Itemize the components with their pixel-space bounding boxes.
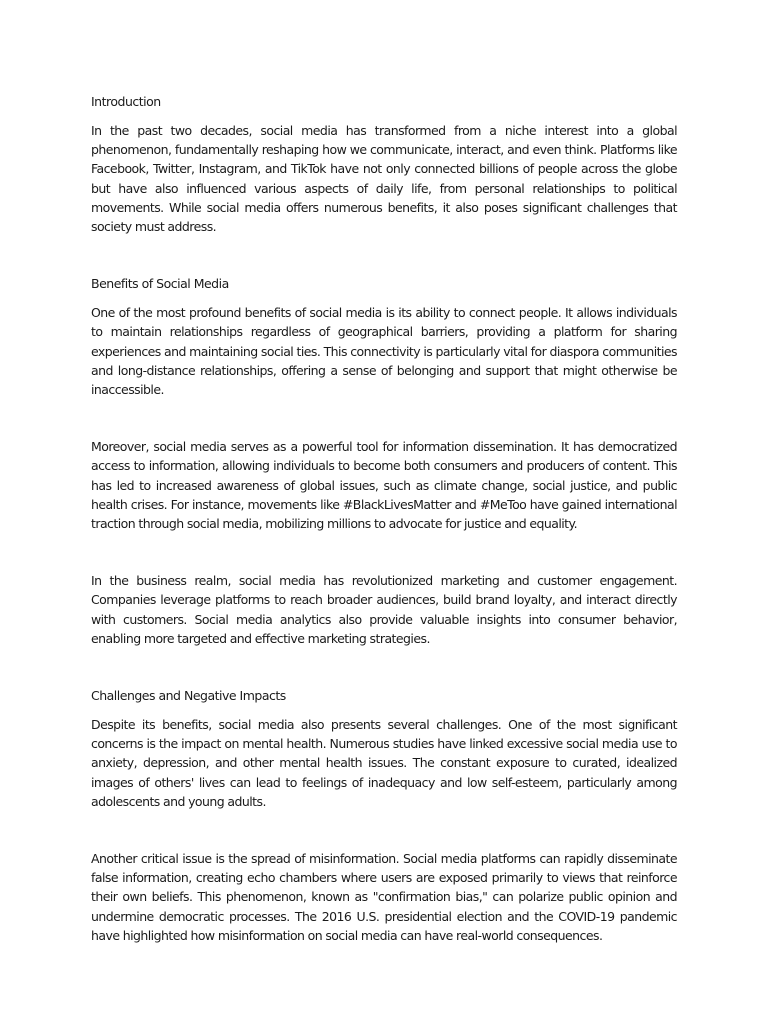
document-page <box>91 92 677 945</box>
paragraph: Despite its benefits, social media also presents several challenges. One of the most significant concerns is the impact on mental health. Numerous studies have linked excessive social media use to anxiety, depression, and other mental health issues. The constant exposure to curated, idealized images of others' lives can lead to feelings of inadequacy and low self-esteem, particularly among adolescents and young adults. <box>91 717 677 809</box>
paragraph: Another critical issue is the spread of misinformation. Social media platforms can rapidly disseminate false information, creating echo chambers where users are exposed primarily to views that reinforce their own beliefs. This phenomenon, known as "confirmation bias," can polarize public opinion and undermine democratic processes. The 2016 U.S. presidential election and the COVID-19 pandemic have highlighted how misinformation on social media can have real-world consequences. <box>91 851 677 943</box>
section-heading-benefits: Benefits of Social Media <box>91 276 229 292</box>
paragraph: Moreover, social media serves as a powerful tool for information dissemination. It has democratized access to information, allowing individuals to become both consumers and producers of content. This has led to increased awareness of global issues, such as climate change, social justice, and public health crises. For instance, movements like #BlackLivesMatter and #MeToo have gained international traction through social media, mobilizing millions to advocate for justice and equality. <box>91 439 677 532</box>
paragraph: One of the most profound benefits of social media is its ability to connect people. It allows individuals to maintain relationships regardless of geographical barriers, providing a platform for sharing experiences and maintaining social ties. This connectivity is particularly vital for diaspora communities and long-distance relationships, offering a sense of belonging and support that might otherwise be inaccessible. <box>91 305 677 398</box>
paragraph: In the past two decades, social media has transformed from a niche interest into a global phenomenon, fundamentally reshaping how we communicate, interact, and even think. Platforms like Facebook, Twitter, Instagram, and TikTok have not only connected billions of people across the globe but have also influenced various aspects of daily life, from personal relationships to political movements. While social media offers numerous benefits, it also poses significant challenges that society must address. <box>91 123 677 235</box>
section-heading-introduction: Introduction <box>91 94 161 109</box>
paragraph: In the business realm, social media has revolutionized marketing and customer engagement. Companies leverage platforms to reach broader audiences, build brand loyalty, and interact directly with customers. Social media analytics also provide valuable insights into consumer behavior, enabling more targeted and effective marketing strategies. <box>91 573 677 646</box>
section-heading-challenges: Challenges and Negative Impacts <box>91 688 286 704</box>
